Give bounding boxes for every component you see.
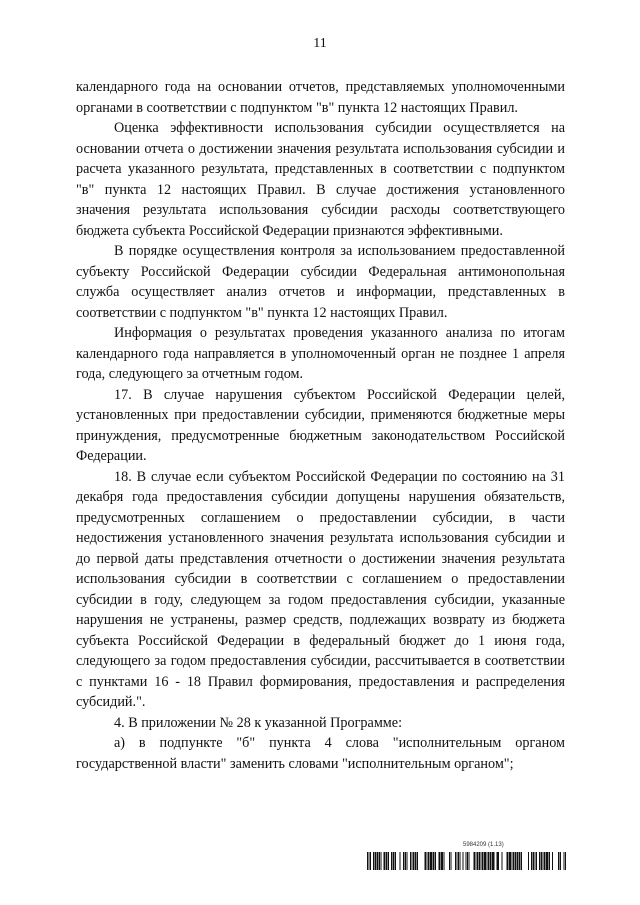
paragraph: 4. В приложении № 28 к указанной Программе:	[114, 714, 403, 731]
document-code: 5984209 (1.13)	[463, 842, 504, 848]
paragraph: календарного года на основании отчетов, представляемых уполномоченными органами в соответствии с подпунктом "в" пункта 12 настоящих Правил.	[76, 79, 565, 116]
paragraph: 18. В случае если субъектом Российской Федерации по состоянию на 31 декабря года предоставления субсидии допущены нарушения обязательств, предусмотренных соглашением о предоставлении субсидии, в части недостижения установленного значения результата использования субсидии и до первой даты представления отчетности о достижении значения результата использования субсидии в соответствии с соглашением о предоставлении субсидии в году, следующем за годом предоставления субсидии, указанные нарушения не устранены, размер средств, подлежащих возврату из бюджета субъекта Российской Федерации в федеральный бюджет до 1 июня года, следующего за годом предоставления субсидии, рассчитывается в соответствии с пунктами 16 - 18 Правил формирования, предоставления и распределения субсидий.".	[76, 468, 565, 710]
paragraph: а) в подпункте "б" пункта 4 слова "исполнительным органом государственной власти" заменить словами "исполнительным органом";	[76, 735, 565, 772]
paragraph: В порядке осуществления контроля за использованием предоставленной субъекту Российской Федерации субсидии Федеральная антимонопольная служба осуществляет анализ отчетов и информации, представленных в соответствии с подпунктом "в" пункта 12 настоящих Правил.	[76, 243, 565, 321]
paragraph: 17. В случае нарушения субъектом Российской Федерации целей, установленных при предоставлении субсидии, применяются бюджетные меры принуждения, предусмотренные бюджетным законодательством Российской Федерации.	[76, 386, 565, 464]
document-body	[76, 77, 565, 774]
page-number: 11	[313, 36, 327, 51]
paragraph: Оценка эффективности использования субсидии осуществляется на основании отчета о достижении значения результата использования субсидии и расчета указанного результата, представленных в соответствии с подпунктом "в" пункта 12 настоящих Правил. В случае достижения установленного значения результата использования субсидии расходы соответствующего бюджета субъекта Российской Федерации признаются эффективными.	[76, 120, 565, 239]
barcode-icon	[367, 852, 567, 870]
paragraph: Информация о результатах проведения указанного анализа по итогам календарного года направляется в уполномоченный орган не позднее 1 апреля года, следующего за отчетным годом.	[76, 325, 565, 382]
